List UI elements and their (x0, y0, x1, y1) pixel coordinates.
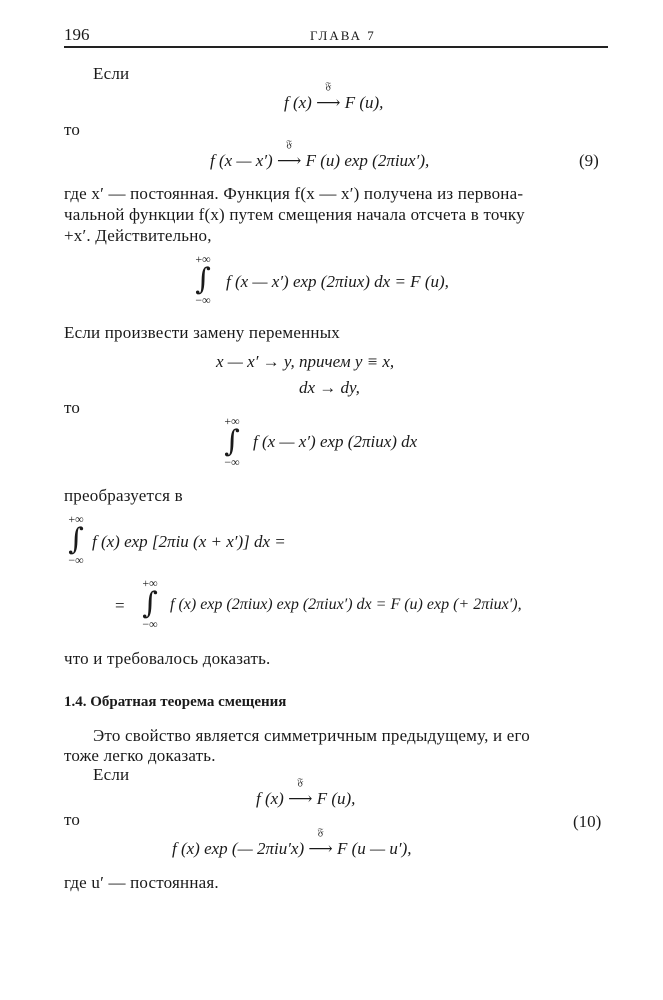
arrow-label: 𝔉 (325, 81, 332, 92)
integral-upper-limit: +∞ (68, 512, 84, 526)
integral-icon: ∫ (68, 522, 84, 557)
integral-body: f (x) exp [2πiu (x + x′)] dx = (92, 532, 286, 551)
integral-icon: ∫ (224, 424, 240, 459)
equation-lhs: f (x — x′) (210, 151, 273, 170)
equation-substitution-2: dx → dy, (299, 378, 360, 397)
integral-sign (185, 252, 221, 308)
integral-sign (214, 414, 250, 470)
paragraph-esli: Если (93, 64, 130, 83)
equation-fourier-pair (256, 777, 356, 809)
chapter-title: ГЛАВА 7 (310, 28, 376, 43)
integral-lower-limit: −∞ (142, 617, 158, 631)
paragraph-substitution: Если произвести замену переменных (64, 323, 341, 342)
equation-lhs: f (x) (284, 93, 312, 112)
integral-lower-limit: −∞ (195, 293, 211, 307)
fourier-arrow-icon: 𝔉 ⟶ (308, 827, 333, 858)
paragraph-line: Если (93, 765, 130, 784)
paragraph-line: чальной функции f(x) путем смещения начала отсчета в точку (64, 205, 525, 224)
equation-rhs: F (u) exp (2πiux′), (305, 151, 430, 170)
equation-number-9: (9) (579, 151, 599, 170)
integral-upper-limit: +∞ (195, 252, 211, 266)
paragraph-to: то (64, 398, 81, 417)
paragraph-qed: что и требовалось доказать. (64, 649, 271, 668)
equation-substitution-1: x — x′ → y, причем y ≡ x, (216, 352, 395, 371)
paragraph-line: Это свойство является симметричным предыдущему, и его (93, 726, 530, 745)
arrow-label: 𝔉 (297, 777, 304, 788)
paragraph-line: где x′ — постоянная. Функция f(x — x′) получена из первона- (64, 184, 524, 203)
integral-sign (132, 576, 168, 632)
integral-body: f (x — x′) exp (2πiux) dx (253, 432, 418, 451)
equation-fourier-pair (284, 81, 384, 113)
fourier-arrow-icon: 𝔉 ⟶ (276, 139, 302, 170)
equation-rhs: F (u), (316, 789, 356, 808)
integral-body: f (x) exp (2πiux) exp (2πiux′) dx = F (u) exp (+ 2πiux′), (170, 596, 522, 613)
equation-lhs: f (x) exp (— 2πiu′x) (172, 839, 305, 858)
paragraph-transforms: преобразуется в (64, 486, 183, 505)
equation-9 (210, 139, 430, 171)
integral-icon: ∫ (195, 262, 211, 297)
integral-lower-limit: −∞ (224, 455, 240, 469)
equation-10 (172, 827, 412, 859)
paragraph-to: то (64, 810, 81, 829)
fourier-arrow-icon: 𝔉 ⟶ (316, 81, 341, 112)
section-heading: 1.4. Обратная теорема смещения (64, 694, 287, 710)
equation-number-10: (10) (573, 812, 602, 831)
equation-rhs: F (u — u′), (337, 839, 412, 858)
integral-sign (58, 512, 94, 568)
integral-icon: ∫ (142, 586, 158, 621)
paragraph-line: +x′. Действительно, (64, 226, 212, 245)
integral-upper-limit: +∞ (224, 414, 240, 428)
arrow-label: 𝔉 (286, 139, 293, 150)
page-number: 196 (64, 25, 90, 44)
integral-body: f (x — x′) exp (2πiux) dx = F (u), (226, 272, 449, 291)
paragraph-constant: где u′ — постоянная. (64, 873, 219, 892)
integral-lower-limit: −∞ (68, 553, 84, 567)
arrow-label: 𝔉 (317, 827, 324, 838)
header-rule (64, 46, 608, 48)
fourier-arrow-icon: 𝔉 ⟶ (288, 777, 313, 808)
integral-upper-limit: +∞ (142, 576, 158, 590)
paragraph-to: то (64, 120, 81, 139)
equation-rhs: F (u), (344, 93, 384, 112)
paragraph-line: тоже легко доказать. (64, 746, 216, 765)
equation-lhs: f (x) (256, 789, 284, 808)
equals-sign: = (115, 596, 125, 615)
